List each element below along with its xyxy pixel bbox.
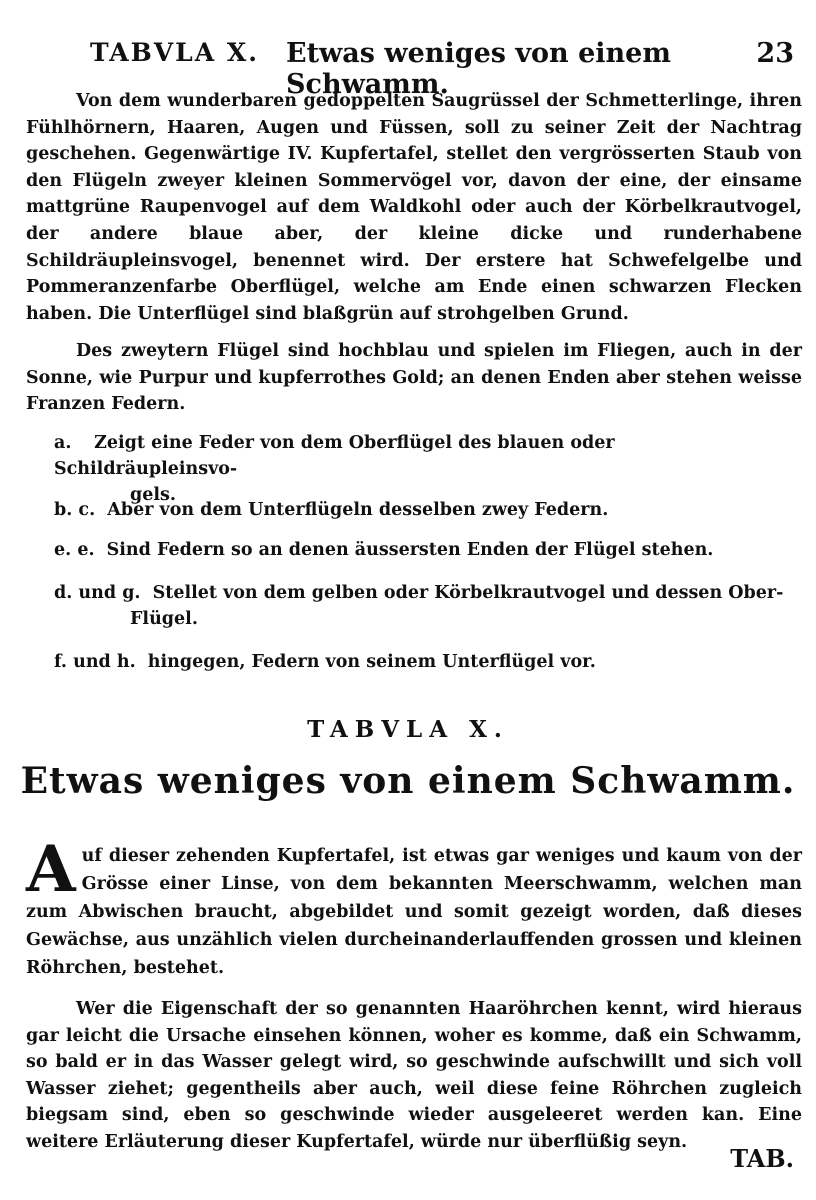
section-title: Etwas weniges von einem Schwamm. <box>20 760 796 802</box>
entry-key: a. <box>54 433 72 453</box>
paragraph-capillary <box>26 996 802 1155</box>
running-header <box>60 38 800 100</box>
header-running-title: Etwas weniges von einem Schwamm. <box>286 38 671 100</box>
entry-key: e. e. <box>54 540 95 560</box>
paragraph-text: Des zweytern Flügel sind hochblau und spielen im Fliegen, auch in der Sonne, wie Purpur und kupferrothes Gold; an denen Enden aber stehen weisse Franzen Federn. <box>26 341 802 415</box>
entry-key: d. und g. <box>54 583 141 603</box>
header-table-label: TABVLA X. <box>90 38 259 67</box>
paragraph-text: Wer die Eigenschaft der so genannten Haaröhrchen kennt, wird hieraus gar leicht die Ursache einsehen können, woher es komme, daß ein Schwamm, so bald er in das Wasser gelegt wird, so geschwinde aufschwillt und sich voll Wasser ziehet; gegentheils aber auch, weil diese feine Röhrchen zugleich biegsam sind, eben so geschwinde wieder ausgeleeret werden kan. Eine weitere Erläuterung dieser Kupfertafel, würde nur überflüßig seyn. <box>26 999 802 1152</box>
entry-continuation: gels. <box>130 485 176 505</box>
catchword: TAB. <box>730 1144 794 1173</box>
section-table-label: TABVLA X. <box>307 716 509 743</box>
entry-key: b. c. <box>54 500 96 520</box>
figure-entry <box>54 537 802 563</box>
entry-text: Aber von dem Unterflügeln desselben zwey Federn. <box>107 500 609 520</box>
entry-text: Stellet von dem gelben oder Körbelkrautvogel und dessen Ober- <box>152 583 784 603</box>
entry-text: Zeigt eine Feder von dem Oberflügel des blauen oder Schildräupleinsvo- <box>54 433 615 479</box>
paragraph-second-wings <box>26 338 802 418</box>
paragraph-text: Von dem wunderbaren gedoppelten Saugrüssel der Schmetterlinge, ihren Fühlhörnern, Haaren, Augen und Füssen, soll zu seiner Zeit der Nachtrag geschehen. Gegenwärtige IV. Kupfertafel, stellet den vergrösserten Staub von den Flügeln zweyer kleinen Sommervögel vor, davon der eine, der einsame mattgrüne Raupenvogel auf dem Waldkohl oder auch der Körbelkrautvogel, der andere blaue aber, der kleine dicke und runderhabene Schildräupleinsvogel, benennet wird. Der erstere hat Schwefelgelbe und Pommeranzenfarbe Oberflügel, welche am Ende einen schwarzen Flecken haben. Die Unterflügel sind blaßgrün auf strohgelben Grund. <box>26 91 802 324</box>
paragraph-sponge-intro <box>26 832 802 982</box>
entry-key: f. und h. <box>54 652 136 672</box>
entry-text: Sind Federn so an denen äussersten Enden der Flügel stehen. <box>106 540 714 560</box>
paragraph-butterfly-dust <box>26 88 802 327</box>
entry-continuation: Flügel. <box>130 609 198 629</box>
page-number: 23 <box>756 38 794 69</box>
figure-entry <box>54 580 802 632</box>
figure-entry <box>54 649 802 675</box>
figure-entry <box>54 497 802 523</box>
drop-cap: A <box>26 832 76 907</box>
paragraph-text: uf dieser zehenden Kupfertafel, ist etwas gar weniges und kaum von der Grösse einer Linse, von dem bekannten Meerschwamm, welchen man zum Abwischen braucht, abgebildet und somit gezeigt worden, daß dieses Gewächse, aus unzählich vielen durcheinanderlauffenden grossen und kleinen Röhrchen, bestehet. <box>26 846 802 978</box>
entry-text: hingegen, Federn von seinem Unterflügel vor. <box>147 652 596 672</box>
